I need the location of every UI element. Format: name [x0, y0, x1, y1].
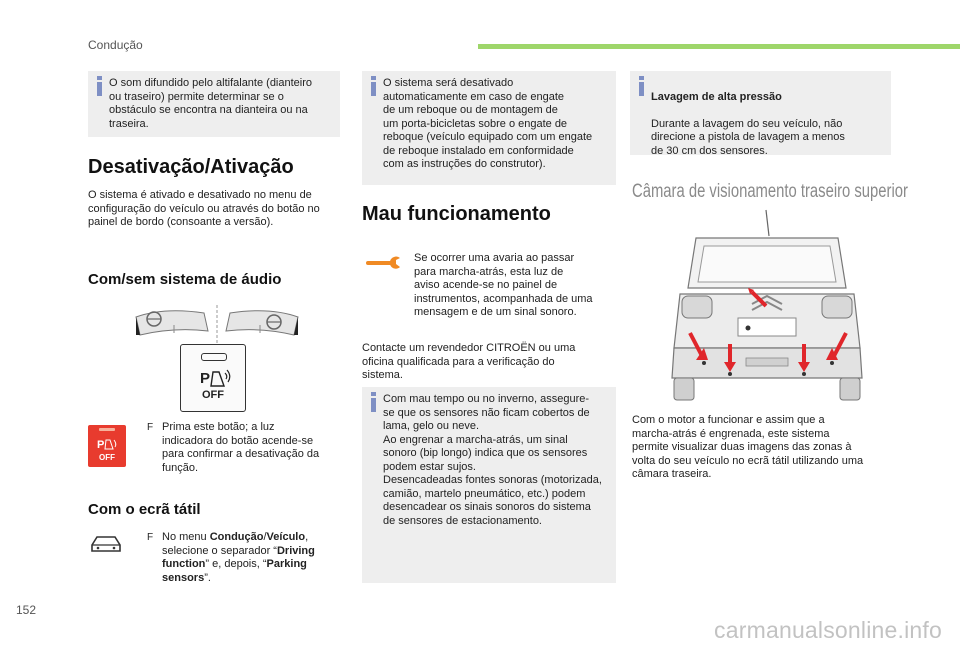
bullet-touchscreen-menu: F No menu Condução/Veículo, selecione o separador “Driving function” e, depois, “Parking sensors”.: [147, 531, 315, 584]
heading-deactivation: Desativação/Ativação: [88, 156, 294, 178]
button-off-label: OFF: [202, 389, 224, 401]
info-icon: [369, 392, 378, 412]
touchscreen-car-icon: [89, 533, 123, 555]
info-box-weather: [362, 387, 616, 583]
warning-light-text: Se ocorrer uma avaria ao passar para marcha-atrás, esta luz de aviso acende-se no painel de instrumentos, acompanhada de uma mensagem e de um sinal sonoro.: [414, 252, 593, 318]
section-title: Condução: [88, 38, 143, 52]
bullet-press-button: F Prima este botão; a luz indicadora do botão acende-se para confirmar a desativação da função.: [147, 421, 320, 474]
paragraph-rear-camera: Com o motor a funcionar e assim que a marcha-atrás é engrenada, este sistema permite visualizar duas imagens das zonas à volta do seu veículo no ecrã tátil utilizando uma câmara traseira.: [632, 414, 864, 480]
svg-text:P: P: [200, 370, 211, 387]
info-text: O sistema será desativado automaticamente em caso de engate de um reboque ou de montagem de um porta-bicicletas sobre o engate de reboque (veículo equipado com um engate de reboque instalado em conformidade com as instruções do construtor).: [383, 77, 593, 170]
info-icon: [95, 76, 104, 96]
parking-sensor-off-button[interactable]: [180, 344, 246, 412]
info-title: Lavagem de alta pressão: [651, 90, 782, 103]
info-box-high-pressure: [630, 71, 891, 155]
paragraph-intro: O sistema é ativado e desativado no menu de configuração do veículo ou através do botão no painel de bordo (consoante a versão).: [88, 189, 320, 228]
info-icon: [369, 76, 378, 96]
parking-sensor-off-icon: [198, 367, 232, 389]
dashboard-illustration: [134, 305, 300, 345]
indicator-light: [201, 353, 227, 361]
parking-sensor-off-indicator-icon: [88, 425, 126, 467]
page-number: 152: [16, 603, 37, 617]
car-rear-view: [666, 208, 868, 406]
heading-audio-system: Com/sem sistema de áudio: [88, 271, 282, 288]
heading-touchscreen: Com o ecrã tátil: [88, 501, 201, 518]
info-text: Com mau tempo ou no inverno, assegure- se que os sensores não ficam cobertos de lama, gelo ou neve. Ao engrenar a marcha-atrás, um sinal sonoro (bip longo) indica que os sensores podem estar sujos. Desencadeadas fontes sonoras (motorizada, camião, martelo pneumático, etc.) podem desencadear os sinais sonoros do sistema de sensores de estacionamento.: [383, 393, 602, 527]
indicator-off-label: OFF: [99, 453, 115, 462]
info-icon: [637, 76, 646, 96]
info-box-speaker: [88, 71, 340, 137]
contact-dealer-text: Contacte um revendedor CITROËN ou uma oficina qualificada para a verificação do sistema.: [362, 342, 576, 381]
info-box-towbar: [362, 71, 616, 185]
svg-text:P: P: [97, 439, 105, 451]
watermark-logo: carmanualsonline.info: [714, 617, 942, 643]
heading-malfunction: Mau funcionamento: [362, 203, 551, 225]
section-accent-bar: [478, 44, 960, 49]
wrench-warning-icon: [366, 254, 404, 272]
info-text: O som difundido pelo altifalante (dianteiro ou traseiro) permite determinar se o obstáculo se encontra na dianteira ou na traseira.: [109, 77, 313, 130]
heading-rear-camera: Câmara de visionamento traseiro superior: [632, 181, 908, 202]
info-text: Durante a lavagem do seu veículo, não direcione a pistola de lavagem a menos de 30 cm dos sensores.: [651, 117, 845, 157]
